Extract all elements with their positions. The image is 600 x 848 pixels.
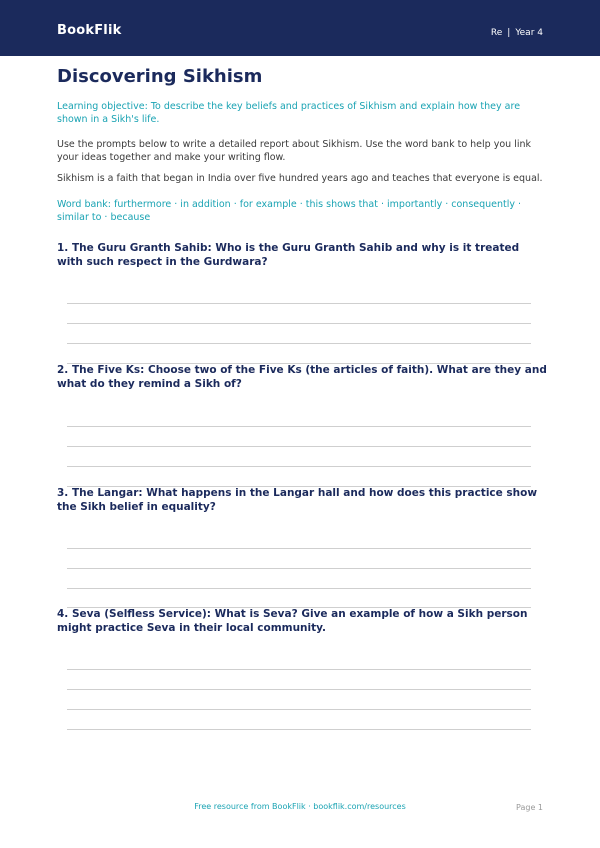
page-title: Discovering Sikhism [57, 66, 263, 87]
answer-line-4-3[interactable] [67, 709, 531, 710]
year-label: Year 4 [515, 28, 543, 38]
instructions: Use the prompts below to write a detailed report about Sikhism. Use the word bank to help you link your ideas together and make your writing flow. [57, 139, 531, 163]
header-bar [0, 0, 600, 56]
answer-line-2-3[interactable] [67, 466, 531, 467]
question-4: 4. Seva (Selfless Service): What is Seva? Give an example of how a Sikh person might practice Seva in their local community. [57, 608, 528, 634]
answer-line-1-1[interactable] [67, 303, 531, 304]
answer-line-4-4[interactable] [67, 729, 531, 730]
answer-line-4-2[interactable] [67, 689, 531, 690]
lead-sentence: Sikhism is a faith that began in India over five hundred years ago and teaches that everyone is equal. [57, 173, 543, 184]
answer-line-1-2[interactable] [67, 323, 531, 324]
header-meta [491, 28, 543, 38]
question-2: 2. The Five Ks: Choose two of the Five Ks (the articles of faith). What are they and what do they remind a Sikh of? [57, 364, 547, 390]
answer-line-3-1[interactable] [67, 548, 531, 549]
word-bank: Word bank: furthermore · in addition · for example · this shows that · importantly · consequently · similar to · because [57, 199, 522, 223]
answer-line-4-1[interactable] [67, 669, 531, 670]
footer-credit: Free resource from BookFlik · bookflik.com/resources [194, 802, 406, 811]
answer-line-1-3[interactable] [67, 343, 531, 344]
learning-objective: Learning objective: To describe the key beliefs and practices of Sikhism and explain how they are shown in a Sikh's life. [57, 101, 521, 125]
question-1: 1. The Guru Granth Sahib: Who is the Guru Granth Sahib and why is it treated with such respect in the Gurdwara? [57, 242, 520, 268]
question-3: 3. The Langar: What happens in the Langar hall and how does this practice show the Sikh belief in equality? [57, 487, 538, 513]
answer-line-3-3[interactable] [67, 588, 531, 589]
page-number: Page 1 [516, 803, 543, 812]
subject-label: Re [490, 28, 503, 38]
answer-line-2-2[interactable] [67, 446, 531, 447]
brand-logo: BookFlik [57, 23, 122, 38]
answer-line-2-1[interactable] [67, 426, 531, 427]
header-separator: | [507, 28, 511, 38]
answer-line-3-2[interactable] [67, 568, 531, 569]
